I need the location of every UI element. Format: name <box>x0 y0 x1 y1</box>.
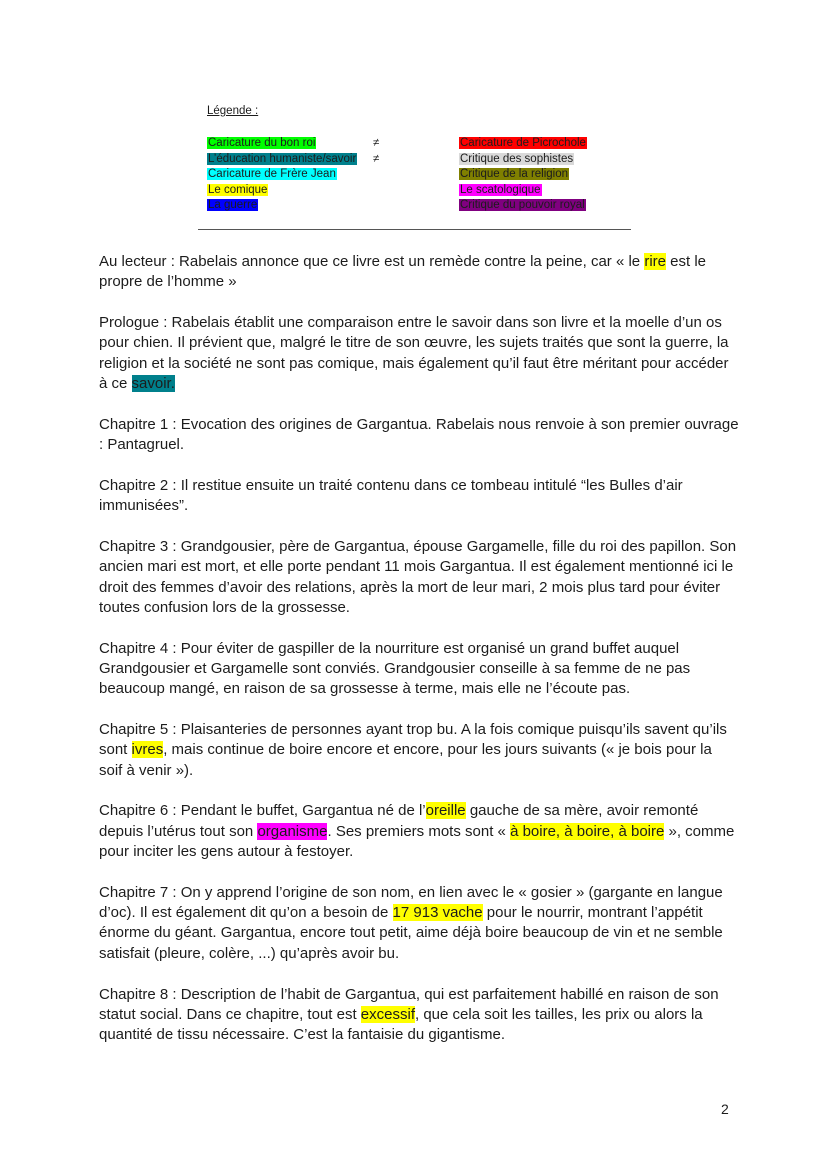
not-equal-sign: ≠ <box>373 152 380 165</box>
legend-label: L’éducation humaniste/savoir <box>208 152 357 165</box>
text-run: », comme pour inciter les gens autour à festoyer. <box>99 822 735 861</box>
legend-item-right <box>459 136 587 151</box>
paragraph <box>99 985 739 1046</box>
legend-label: Caricature du bon roi <box>208 137 316 150</box>
legend-label: Caricature de Frère Jean <box>208 168 336 181</box>
legend-label: Le scatologique <box>460 183 541 196</box>
legend-item-left <box>207 167 357 182</box>
paragraph <box>99 720 739 781</box>
paragraph <box>99 415 739 456</box>
legend-item-right <box>459 198 587 213</box>
body-text <box>99 252 739 1066</box>
text-run: Prologue : Rabelais établit une comparaison entre le savoir dans son livre et la moelle d’un os pour chien. Il prévient que, malgré le titre de son œuvre, les sujets traités que sont la guerre, la religion et la société ne sont pas comique, mais également qu’il faut être méritant pour accéder à ce <box>99 314 729 392</box>
page-number: 2 <box>721 1101 729 1117</box>
legend-item-left <box>207 136 357 151</box>
legend-item-left <box>207 198 357 213</box>
text-run: Chapitre 2 : Il restitue ensuite un traité contenu dans ce tombeau intitulé “les Bulles d’air immunisées”. <box>99 476 683 515</box>
legend-label: Caricature de Picrochole <box>460 137 586 150</box>
highlighted-text: organisme <box>257 822 328 840</box>
text-run: Chapitre 6 : Pendant le buffet, Gargantua né de l’ <box>99 802 426 820</box>
highlighted-text: 17 913 vache <box>392 904 483 922</box>
highlighted-text: oreille <box>425 802 466 820</box>
not-equal-sign: ≠ <box>373 137 380 150</box>
legend-label: Critique des sophistes <box>460 152 574 165</box>
legend-left-column <box>207 136 357 213</box>
legend-label: Critique du pouvoir royal <box>460 198 585 211</box>
legend-item-right <box>459 167 587 182</box>
highlighted-text: à boire, à boire, à boire <box>510 822 665 840</box>
text-run: , mais continue de boire encore et encore, pour les jours suivants (« je bois pour la soif à venir »). <box>99 741 712 779</box>
text-run: . Ses premiers mots sont « <box>327 822 511 840</box>
highlighted-text: rire <box>644 253 666 270</box>
text-run: est le propre de l’homme » <box>99 253 707 291</box>
legend-divider <box>198 229 631 230</box>
legend-neq-column <box>373 136 379 167</box>
legend-label: La guerre <box>208 198 258 211</box>
paragraph <box>99 476 739 517</box>
paragraph <box>99 537 739 618</box>
paragraph <box>99 883 739 964</box>
legend-item-right <box>459 183 587 198</box>
text-run: gauche de sa mère, avoir remonté depuis l’utérus tout son <box>99 802 699 840</box>
highlighted-text: excessif <box>360 1005 415 1023</box>
text-run: Chapitre 7 : On y apprend l’origine de son nom, en lien avec le « gosier » (gargante en langue d’oc). Il est également dit qu’on a besoin de <box>99 883 723 922</box>
text-run: , que cela soit les tailles, les prix ou alors la quantité de tissu nécessaire. C’est la fantaisie du gigantisme. <box>99 1005 703 1044</box>
legend-columns <box>207 136 627 214</box>
text-run: Chapitre 4 : Pour éviter de gaspiller de la nourriture est organisé un grand buffet auquel Grandgousier et Gargamelle sont conviés. Grandgousier conseille à sa femme de ne pas beaucoup mangé, en raison de sa grossesse à terme, mais elle ne l’écoute pas. <box>99 639 691 698</box>
paragraph <box>99 801 739 862</box>
legend-right-column <box>459 136 587 213</box>
text-run: Chapitre 5 : Plaisanteries de personnes ayant trop bu. A la fois comique puisqu’ils savent qu’ils sont <box>99 721 727 759</box>
text-run: Chapitre 3 : Grandgousier, père de Gargantua, épouse Gargamelle, fille du roi des papillon. Son ancien mari est mort, et elle porte pendant 11 mois Gargantua. Il est également mentionné ici le droit des femmes d’avoir des relations, après la mort de leur mari, 2 mois plus tard pour éviter toutes confusion lors de la grossesse. <box>99 537 737 616</box>
paragraph <box>99 313 739 394</box>
text-run: pour le nourrir, montrant l’appétit énorme du géant. Gargantua, encore tout petit, aime déjà boire beaucoup de vin et ne semble satisfait (pleure, colère, ...) qu’après avoir bu. <box>99 904 723 962</box>
paragraph <box>99 252 739 293</box>
legend-title: Légende : <box>207 105 259 117</box>
highlighted-text: savoir. <box>131 374 175 392</box>
legend-item-left <box>207 152 357 167</box>
legend-label: Le comique <box>208 183 268 196</box>
legend-item-left <box>207 183 357 198</box>
legend-label: Critique de la religion <box>460 168 569 181</box>
text-run: Chapitre 1 : Evocation des origines de Gargantua. Rabelais nous renvoie à son premier ouvrage : Pantagruel. <box>99 415 739 454</box>
highlighted-text: ivres <box>131 741 164 759</box>
legend <box>207 104 627 214</box>
text-run: Au lecteur : Rabelais annonce que ce livre est un remède contre la peine, car « le <box>99 253 645 270</box>
paragraph <box>99 639 739 700</box>
text-run: Chapitre 8 : Description de l’habit de Gargantua, qui est parfaitement habillé en raison de son statut social. Dans ce chapitre, tout est <box>99 985 719 1023</box>
legend-item-right <box>459 152 587 167</box>
